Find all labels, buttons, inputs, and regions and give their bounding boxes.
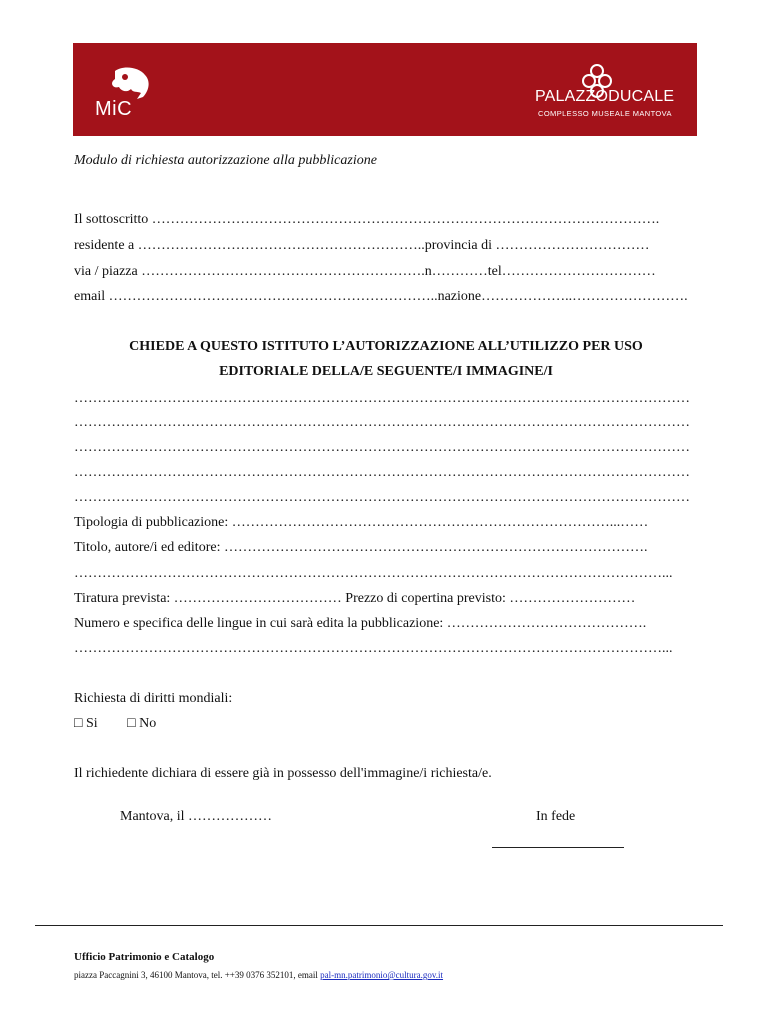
footer-divider (35, 925, 723, 926)
footer-office: Ufficio Patrimonio e Catalogo (74, 951, 215, 963)
in-fede-label: In fede (536, 809, 576, 824)
field-tiratura-prezzo: Tiratura prevista: ……………………………… Prezzo di copertina previsto: ……………………… (74, 591, 636, 606)
diritti-options (74, 716, 182, 732)
request-heading-line1: CHIEDE A QUESTO ISTITUTO L’AUTORIZZAZIONE ALL’UTILIZZO PER USO (129, 339, 643, 354)
mic-logo-text: MiC (95, 98, 133, 120)
field-email: email ……………………………………………………………..nazione………………..……………………. (74, 289, 688, 304)
field-residente: residente a ……………………………………………………..provincia di …………………………… (74, 238, 650, 253)
option-si-checkbox[interactable]: □ Si (74, 716, 98, 731)
place-date: Mantova, il ……………… (120, 809, 273, 824)
header-banner (73, 43, 697, 136)
field-titolo-continued: ………………………………………………………………………………………………………………... (74, 566, 673, 581)
palazzo-ducale-title: PALAZZODUCALE (535, 88, 675, 105)
field-tipologia: Tipologia di pubblicazione: ………………………………………………………………………...…… (74, 515, 649, 530)
blank-line: …………………………………………………………………………………………………………………… (74, 465, 690, 480)
blank-line: …………………………………………………………………………………………………………………… (74, 490, 690, 505)
footer-address (74, 970, 443, 980)
diritti-mondiali-label: Richiesta di diritti mondiali: (74, 691, 233, 706)
blank-line: …………………………………………………………………………………………………………………… (74, 440, 690, 455)
field-via: via / piazza …………………………………………………….n…………tel…………………………… (74, 264, 656, 279)
signature-line (492, 847, 624, 848)
request-heading-line2: EDITORIALE DELLA/E SEGUENTE/I IMMAGINE/I (219, 364, 553, 379)
footer-email-link[interactable]: pal-mn.patrimonio@cultura.gov.it (320, 970, 444, 980)
field-lingue: Numero e specifica delle lingue in cui sarà edita la pubblicazione: ……………………………………. (74, 616, 647, 631)
blank-line: …………………………………………………………………………………………………………………… (74, 391, 690, 406)
footer-address-text: piazza Paccagnini 3, 46100 Mantova, tel. ++39 0376 352101, email (74, 970, 321, 980)
field-sottoscritto: Il sottoscritto ………………………………………………………………………………………………. (74, 212, 660, 227)
document-title: Modulo di richiesta autorizzazione alla pubblicazione (74, 153, 377, 168)
palazzo-ducale-subtitle: COMPLESSO MUSEALE MANTOVA (538, 109, 672, 118)
option-no-checkbox[interactable]: □ No (127, 716, 157, 731)
declaration-text: Il richiedente dichiara di essere già in possesso dell'immagine/i richiesta/e. (74, 766, 492, 781)
field-lingue-continued: ………………………………………………………………………………………………………………... (74, 641, 673, 656)
blank-line: …………………………………………………………………………………………………………………… (74, 415, 690, 430)
field-titolo: Titolo, autore/i ed editore: ………………………………………………………………………………. (74, 540, 648, 555)
